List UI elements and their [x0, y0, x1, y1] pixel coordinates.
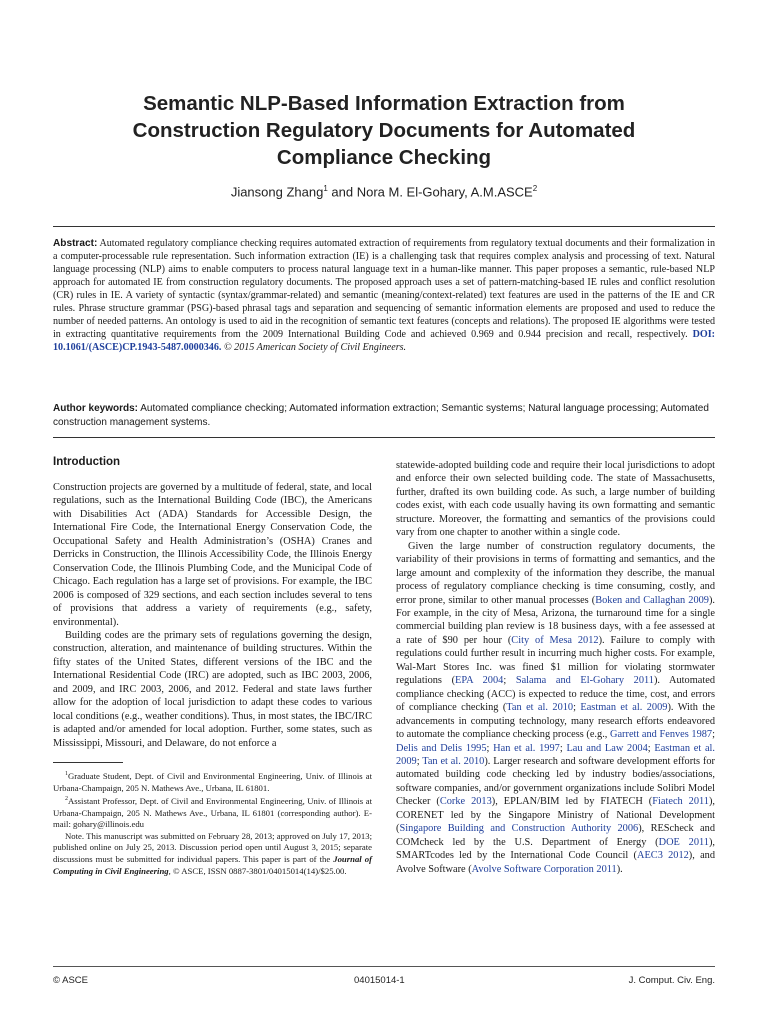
text-run: ), and Avolve Software (	[396, 850, 715, 875]
intro-paragraph-2: Building codes are the primary sets of regulations governing the design, construction, alteration, and maintenance of building structures. Within the fifty states of the United States, different versions of the IBC and the International Residential Code (IRC) are adopted, such as IBC 2003, 2006, and 2009, and IRC 2003, 2006, and 2012. Federal and state laws further allow for the adoption of local jurisdiction to adapt these codes to various local conditions (e.g., weather conditions). Thus, in most states, the IBC/IRC is adapted and/or amended for local adoption. Further, some states, such as Mississippi, Missouri, and Delaware, do not enforce a	[53, 629, 372, 749]
footnote-rule	[53, 762, 123, 763]
author-connector: and	[327, 184, 357, 200]
citation-link[interactable]: Avolve Software Corporation 2011	[471, 863, 617, 875]
author-2: Nora M. El-Gohary, A.M.ASCE	[356, 184, 533, 200]
left-column	[53, 456, 372, 877]
footnote-1	[53, 769, 372, 794]
citation-link[interactable]: Singapore Building and Construction Authority 2006	[399, 823, 639, 835]
citation-link[interactable]: Tan et al. 2010	[422, 755, 485, 767]
text-run: ;	[712, 729, 715, 741]
citation-link[interactable]: Garrett and Fenves 1987	[610, 729, 713, 741]
footnote-1-mark: 1	[65, 771, 68, 778]
footer-publisher: © ASCE	[53, 975, 88, 986]
title-line-3: Compliance Checking	[276, 146, 492, 169]
author-1-affiliation-mark: 1	[323, 184, 328, 193]
journal-name: Journal of Computing in Civil Engineering	[53, 854, 372, 876]
text-run: ), CORENET led by the Singapore Ministry of National Development (	[396, 796, 715, 835]
citation-link[interactable]: AEC3 2012	[637, 850, 689, 862]
intro-paragraph-1: Construction projects are governed by a multitude of federal, state, and local regulations, such as the International Building Code (IBC), the Americans with Disabilities Act (ADA) Standards for Accessible Design, the International Fire Code, the International Energy Conservation Code, the Occupational Safety and Health Administration’s (OSHA) Cranes and Derricks in Construction, the Illinois Accessibility Code, the Illinois Energy Conservation Code, the Illinois Plumbing Code, and the Municipal Code of Chicago. Each regulation has a large set of provisions. For example, the IBC 2006 is composed of 329 sections, and each section includes several to tens of provisions that address a variety of requirements (e.g., safety, environmental).	[53, 482, 372, 628]
title-line-1: Semantic NLP-Based Information Extraction from	[143, 92, 625, 115]
keywords-label: Author keywords:	[53, 403, 139, 414]
author-list	[60, 184, 708, 199]
abstract	[53, 237, 715, 354]
right-paragraph-1: statewide-adopted building code and require their local jurisdictions to adopt and enforce their own selected building code. The state of Massachusetts, further, drafted its own building code. As such, a large number of building codes exist, with each code usually having its own formatting and semantic structure. Moreover, the formatting and semantics of the provisions could vary from one chapter to another within a single code.	[396, 460, 715, 539]
text-run: ).	[616, 863, 623, 875]
section-heading-introduction: Introduction	[53, 456, 121, 468]
citation-link[interactable]: DOE 2011	[658, 836, 709, 848]
abstract-label: Abstract:	[53, 238, 98, 249]
text-run: ), SMARTcodes led by the International Code Council (	[396, 836, 715, 862]
footnotes	[53, 769, 372, 877]
citation-link[interactable]: EPA 2004	[455, 675, 504, 687]
text-run: ;	[647, 742, 655, 754]
right-paragraph-2	[396, 540, 715, 876]
right-column	[396, 459, 715, 876]
text-run: ). Failure to comply with regulations could further result in incurring much higher costs. For example, Wal-Mart Stores Inc. was fined $1 million for violating stormwater regulations (	[396, 634, 715, 687]
author-1: Jiansong Zhang	[230, 184, 324, 200]
paper-title	[60, 90, 708, 171]
citation-link[interactable]: Lau and Law 2004	[566, 742, 648, 754]
text-run: ;	[573, 702, 581, 714]
citation-link[interactable]: Han et al. 1997	[493, 742, 560, 754]
citation-link[interactable]: Corke 2013	[439, 796, 492, 808]
footnote-2-text: Assistant Professor, Dept. of Civil and Environmental Engineering, Univ. of Illinois at Urbana-Champaign, 205 N. Mathews Ave., Urbana, IL 61801 (corresponding author). E-mail: gohary@illinois.edu	[53, 796, 372, 830]
text-run: ;	[416, 755, 423, 767]
submission-note-text: Note. This manuscript was submitted on February 28, 2013; approved on July 17, 2013; published online on July 25, 2013. Discussion period open until August 3, 2015; separate discussions must be submitted for individual papers. This paper is part of the	[53, 830, 372, 864]
citation-link[interactable]: City of Mesa 2012	[511, 634, 599, 646]
abstract-bottom-rule	[53, 437, 715, 438]
citation-link[interactable]: Delis and Delis 1995	[396, 742, 487, 754]
text-run: ;	[486, 742, 494, 754]
copyright-notice: © 2015 American Society of Civil Engineers.	[223, 342, 407, 353]
text-run: ;	[503, 675, 516, 687]
citation-link[interactable]: Boken and Callaghan 2009	[595, 594, 709, 606]
footnote-2-mark: 2	[65, 796, 68, 803]
submission-note	[53, 831, 372, 877]
submission-note-end: , © ASCE, ISSN 0887-3801/04015014(14)/$25.00.	[168, 865, 347, 876]
text-run: Given the large number of construction regulatory documents, the variability of their provisions in terms of formatting and semantics, and the large amount and complexity of the information they describe, the manual process of regulatory compliance checking is time consuming, costly, and error prone, similar to other manual processes (	[396, 540, 715, 606]
footer-rule	[53, 966, 715, 967]
title-line-2: Construction Regulatory Documents for Automated	[132, 119, 636, 142]
footnote-2	[53, 794, 372, 831]
citation-link[interactable]: Tan et al. 2010	[506, 702, 574, 714]
text-run: ;	[559, 742, 567, 754]
abstract-top-rule	[53, 226, 715, 227]
text-run: ). For example, in the city of Mesa, Arizona, the turnaround time for a single commercial building plan review is 18 business days, with a fee assessed at a rate of $90 per hour (	[396, 594, 715, 646]
citation-link[interactable]: Eastman et al. 2009	[396, 742, 715, 767]
footer-journal: J. Comput. Civ. Eng.	[628, 975, 715, 986]
text-run: ), EPLAN/BIM led by FIATECH (	[491, 796, 653, 808]
footer-page-number: 04015014-1	[354, 975, 405, 986]
author-2-affiliation-mark: 2	[532, 184, 538, 193]
citation-link[interactable]: Salama and El-Gohary 2011	[515, 675, 654, 687]
abstract-text: Automated regulatory compliance checking requires automated extraction of requirements from regulatory textual documents and their formalization in a computer-processable rule representation. Such information extraction (IE) is a challenging task that requires complex analysis and processing of text. Natural language processing (NLP) aims to enable computers to process natural language text in a human-like manner. This paper proposes a semantic, rule-based NLP approach for automated IE from construction regulatory documents. The proposed approach uses a set of pattern-matching-based IE rules and conflict resolution (CR) rules in IE. A variety of syntactic (syntax/grammar-related) and semantic (meaning/context-related) text features are used in the patterns of the IE and CR rules. Phrase structure grammar (PSG)-based phrasal tags and separation and sequencing of semantic information elements are proposed and used to reduce the number of needed patterns. An ontology is used to aid in the recognition of semantic text features (concepts and relations). The proposed IE algorithms were tested in extracting quantitative requirements from the 2009 International Building Code and achieved 0.969 and 0.944 precision and recall, respectively.	[53, 238, 716, 340]
citation-link[interactable]: Fiatech 2011	[652, 796, 709, 808]
author-keywords	[53, 402, 715, 430]
doi-label: DOI:	[692, 329, 715, 340]
text-run: ). With the advancements in computing technology, many research efforts endeavored to automate the compliance checking process (e.g.,	[396, 702, 716, 741]
text-run: ). Automated compliance checking (ACC) is expected to reduce the time, cost, and errors of compliance checking (	[396, 675, 715, 714]
doi-link[interactable]: 10.1061/(ASCE)CP.1943-5487.0000346.	[53, 342, 222, 353]
footnote-1-text: Graduate Student, Dept. of Civil and Environmental Engineering, Univ. of Illinois at Urbana-Champaign, 205 N. Mathews Ave., Urbana, IL 61801.	[53, 770, 372, 793]
keywords-text: Automated compliance checking; Automated information extraction; Semantic systems; Natural language processing; Automated construction management systems.	[53, 403, 709, 428]
text-run: ), REScheck and COMcheck led by the U.S. Department of Energy (	[396, 823, 715, 848]
text-run: ). Larger research and software development efforts for automated building code checking led by industry bodies/associations, software companies, and/or government organizations include Solibri Model Checker (	[396, 755, 715, 808]
citation-link[interactable]: Eastman et al. 2009	[580, 702, 668, 714]
